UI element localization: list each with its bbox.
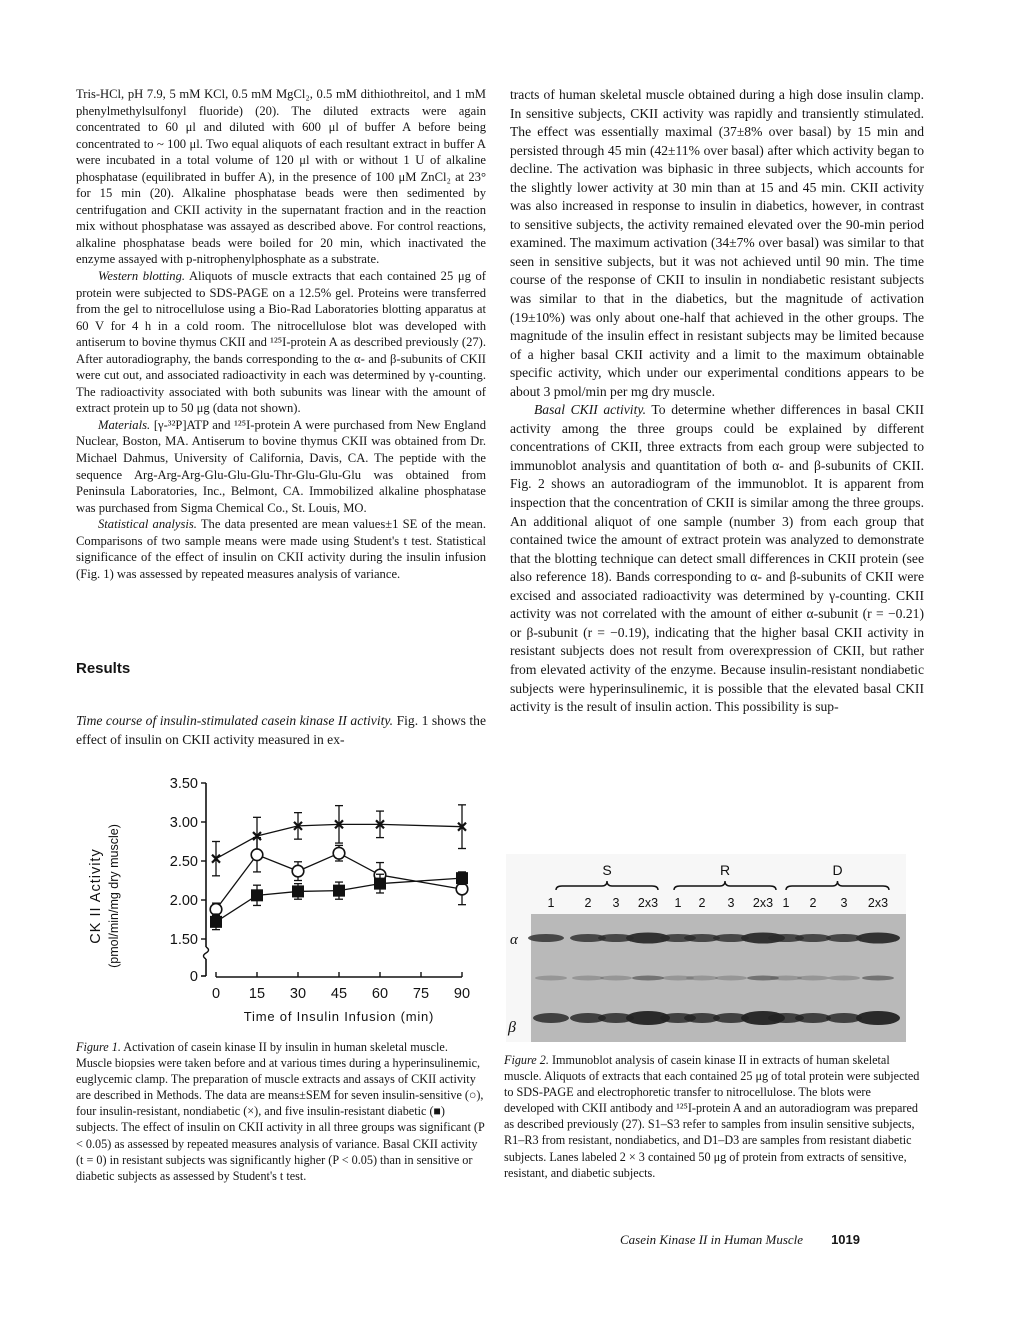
time-course-heading: Time course of insulin-stimulated casein kinase II activity. xyxy=(76,713,394,728)
filled-square-marker-icon xyxy=(333,885,345,897)
lane-label: 2 xyxy=(809,896,817,910)
basal-ckii-heading: Basal CKII activity. xyxy=(534,402,647,418)
y-tick-label: 2.00 xyxy=(169,893,198,909)
open-circle-marker-icon xyxy=(292,865,304,877)
statistical-analysis-paragraph: Statistical analysis. The data presented are mean values±1 SE of the mean. Comparisons of two sample means were made using Student's t test. Statistical significance of the effect of insulin on CKII activity during the insulin infusion (Fig. 1) was assessed by repeated measures analysis of variance. xyxy=(76,517,486,581)
beta-band xyxy=(795,1013,831,1023)
lane-label: 1 xyxy=(782,896,790,910)
line-chart xyxy=(80,748,490,1028)
minor-band xyxy=(535,976,567,981)
lane-label: 1 xyxy=(547,896,555,910)
lane-label: 2 xyxy=(698,896,706,910)
beta-band xyxy=(533,1013,569,1023)
minor-band xyxy=(686,976,718,981)
basal-ckii-paragraph: Basal CKII activity. To determine whether differences in basal CKII activity among the three groups could be explained by different concentrations of CKII, three extracts from each group were subjected to immunoblot analysis and quantitation of both α- and β-subunits of CKII. Fig. 2 shows an autoradiogram of the immunoblot. It is apparent from inspection that the concentration of CKII is similar among the three groups. An additional aliquot of one sample (number 3) from each group that contained twice the amount of extract protein was analyzed to demonstrate that the blotting technique can detect small differences in CKII protein (see also reference 18). Bands corresponding to α- and β-subunits of CKII were excised and associated radioactivity was determined by γ-counting. CKII activity was not correlated with the amount of either α-subunit (r = −0.21) or β-subunit (r = −0.19), indicating that the higher basal CKII activity in resistant subjects does not result from overexpression of CKII, but rather from elevated activity of the enzyme. Because insulin-resistant nondiabetic subjects were hyperinsulinemic, it is possible that the elevated basal CKII activity is the result of insulin action. This possibility is sup- xyxy=(510,402,924,715)
materials-paragraph: Materials. [γ-³²P]ATP and ¹²⁵I-protein A were purchased from New England Nuclear, Boston, MA. Antiserum to bovine thymus CKII was obtained from Dr. Michael Dahmus, University of California, Davis, CA. The peptide with the sequence Arg-Arg-Arg-Glu-Glu-Glu-Thr-Glu-Glu-Glu was obtained from Peninsula Laboratories, Inc., Belmont, CA. Immobilized alkaline phosphatase was purchased from Sigma Chemical Co., St. Louis, MO. xyxy=(76,417,486,515)
lane-label: 3 xyxy=(612,896,620,910)
minor-band xyxy=(715,976,747,981)
filled-square-marker-icon xyxy=(456,872,468,884)
lane-label: 3 xyxy=(840,896,848,910)
lane-label: 1 xyxy=(674,896,682,910)
axis-break-icon xyxy=(204,947,209,959)
x-tick-label: 60 xyxy=(371,986,389,1002)
y-axis-title: CK II Activity xyxy=(88,848,104,944)
filled-square-marker-icon xyxy=(210,916,222,928)
y-tick-label: 0 xyxy=(189,969,198,985)
alpha-band-label: α xyxy=(510,932,518,948)
minor-band xyxy=(862,976,894,981)
minor-band xyxy=(572,976,604,981)
y-tick-label: 2.50 xyxy=(169,854,198,870)
lane-label: 2x3 xyxy=(637,896,659,910)
beta-band xyxy=(856,1011,900,1025)
western-blotting-paragraph: Western blotting. Aliquots of muscle extracts that each contained 25 μg of protein were subjected to SDS-PAGE on a 12.5% gel. Proteins were transferred from the gel to nitrocellulose using a Bio-Rad Laboratories blotting apparatus at 60 V for 4 h in a cold room. The nitrocellulose blot was developed with antiserum to bovine thymus CKII and ¹²⁵I-protein A as described previously (27). After autoradiography, the bands corresponding to the α- and β-subunits of CKII were cut out, and associated radioactivity in each was determined by γ-counting. The radioactivity associated with both subunits was linear with the amount of extract protein up to 50 μg (data not shown). xyxy=(76,269,486,416)
lane-label: 2 xyxy=(584,896,592,910)
x-axis-title: Time of Insulin Infusion (min) xyxy=(243,1009,435,1024)
alpha-band xyxy=(795,934,831,942)
lane-label: 3 xyxy=(727,896,735,910)
x-tick-label: 45 xyxy=(330,986,348,1002)
open-circle-marker-icon xyxy=(251,849,263,861)
filled-square-marker-icon xyxy=(251,889,263,901)
y-tick-label: 3.00 xyxy=(169,815,198,831)
materials-heading: Materials. xyxy=(98,417,151,432)
filled-square-marker-icon xyxy=(374,878,386,890)
results-heading: Results xyxy=(76,660,131,677)
minor-band xyxy=(600,976,632,981)
x-tick-label: 75 xyxy=(412,986,430,1002)
x-tick-label: 30 xyxy=(289,986,307,1002)
western-blotting-heading: Western blotting. xyxy=(98,269,186,284)
minor-band xyxy=(797,976,829,981)
lane-label: 2x3 xyxy=(752,896,774,910)
group-label: R xyxy=(719,862,731,878)
group-label: S xyxy=(602,862,612,878)
right-column xyxy=(510,86,924,717)
y-axis-units: (pmol/min/mg dry muscle) xyxy=(107,824,121,968)
lane-label: 2x3 xyxy=(867,896,889,910)
group-label: D xyxy=(832,862,843,878)
x-tick-label: 15 xyxy=(248,986,266,1002)
methods-paragraph: Tris-HCl, pH 7.9, 5 mM KCl, 0.5 mM MgCl₂, 0.5 mM dithiothreitol, and 1 mM phenylmethylsulfonyl fluoride) (20). The diluted extracts were again concentrated to 60 μl and diluted with 600 μl of buffer A before being concentrated to ~ 100 μl. Two equal aliquots of each resultant extract in buffer A were incubated in a total volume of 120 μl with or without 1 U of alkaline phosphatase (equilibrated in buffer A), in the presence of 100 μM ZnCl₂ at 23° for 15 min (20). Alkaline phosphatase beads were then sedimented by centrifugation and CKII activity in the supernatant fraction and in the reaction mix without phosphatase was assayed as described above. For control reactions, alkaline phosphatase beads were boiled for 20 min, which inactivated the enzyme assayed with p-nitrophenylphosphate as a substrate. xyxy=(76,87,486,267)
minor-band xyxy=(632,976,664,981)
alpha-band xyxy=(528,934,564,942)
results-paragraph: tracts of human skeletal muscle obtained during a high dose insulin clamp. In sensitive subjects, CKII activity was rapidly and transiently stimulated. The effect was essentially maximal (37±8% over basal) by 15 min and persisted through 45 min (42±11% over basal) after which activity began to decline. The activation was biphasic in three subjects, which accounts for the slightly lower activity at 30 min than at 15 and 45 min. CKII activity was also increased in response to insulin in diabetics, however, in contrast to sensitive subjects, the activity remained elevated over the 90-min period examined. The maximum activation (34±7% over basal) was similar to that seen in sensitive subjects, but it was not achieved until 90 min. The time course of the response of CKII to insulin in nondiabetic resistant subjects was similar to that in the diabetics, but the magnitude of activation (19±10%) was only about one-half that achieved in the other groups. The magnitude of the insulin effect in resistant subjects may be limited because of a higher basal CKII activity and a limit to the maximum obtainable specific activity, which under our experimental conditions appears to be about 3 pmol/min per mg dry muscle. xyxy=(510,87,924,399)
figure-1-caption: Figure 1. Activation of casein kinase II by insulin in human skeletal muscle. Muscle biopsies were taken before and at various times during a hyperinsulinemic, euglycemic clamp. The preparation of muscle extracts and assays of CKII activity are described in Methods. The data are means±SEM for seven insulin-sensitive (○), four insulin-resistant, nondiabetic (×), and five insulin-resistant diabetic (■) subjects. The effect of insulin on CKII activity in all three groups was significant (P < 0.05) as assessed by repeated measures analysis of variance. Basal CKII activity (t = 0) in resistant subjects was significantly higher (P < 0.05) than in sensitive or diabetic subjects as assessed by Student's t test. xyxy=(76,1040,485,1183)
open-circle-marker-icon xyxy=(333,847,345,859)
beta-band-label: β xyxy=(508,1019,516,1036)
left-column xyxy=(76,86,486,582)
figure-2-immunoblot xyxy=(506,854,906,1042)
x-tick-label: 0 xyxy=(211,986,221,1002)
figure-1-chart xyxy=(80,748,490,1028)
y-tick-label: 3.50 xyxy=(169,776,198,792)
page-footer xyxy=(620,1232,920,1248)
page-number: 1019 xyxy=(831,1232,860,1247)
statistical-analysis-heading: Statistical analysis. xyxy=(98,517,197,532)
figure-2-label: Figure 2. xyxy=(504,1053,549,1067)
figure-1-label: Figure 1. xyxy=(76,1040,121,1054)
running-title: Casein Kinase II in Human Muscle xyxy=(620,1232,804,1247)
alpha-band xyxy=(856,933,900,944)
figure-2-caption: Figure 2. Immunoblot analysis of casein kinase II in extracts of human skeletal muscle. Aliquots of extracts that each contained 25 μg of total protein were subjected to SDS-PAGE and electrophoretic transfer to nitrocellulose. The blots were developed with CKII antibody and ¹²⁵I-protein A and an autoradiogram was prepared as described previously (27). S1–S3 refer to samples from insulin sensitive subjects, R1–R3 from resistant, nondiabetics, and D1–D3 are samples from resistant diabetic subjects. Lanes labeled 2 × 3 contained 50 μg of protein from extracts of sensitive, resistant, and diabetic subjects. xyxy=(504,1053,920,1180)
minor-band xyxy=(828,976,860,981)
immunoblot-image xyxy=(506,854,906,1042)
x-tick-label: 90 xyxy=(453,986,471,1002)
y-tick-label: 1.50 xyxy=(169,932,198,948)
time-course-paragraph: Time course of insulin-stimulated casein kinase II activity. Fig. 1 shows the effect of insulin on CKII activity measured in ex- xyxy=(76,713,486,747)
filled-square-marker-icon xyxy=(292,885,304,897)
